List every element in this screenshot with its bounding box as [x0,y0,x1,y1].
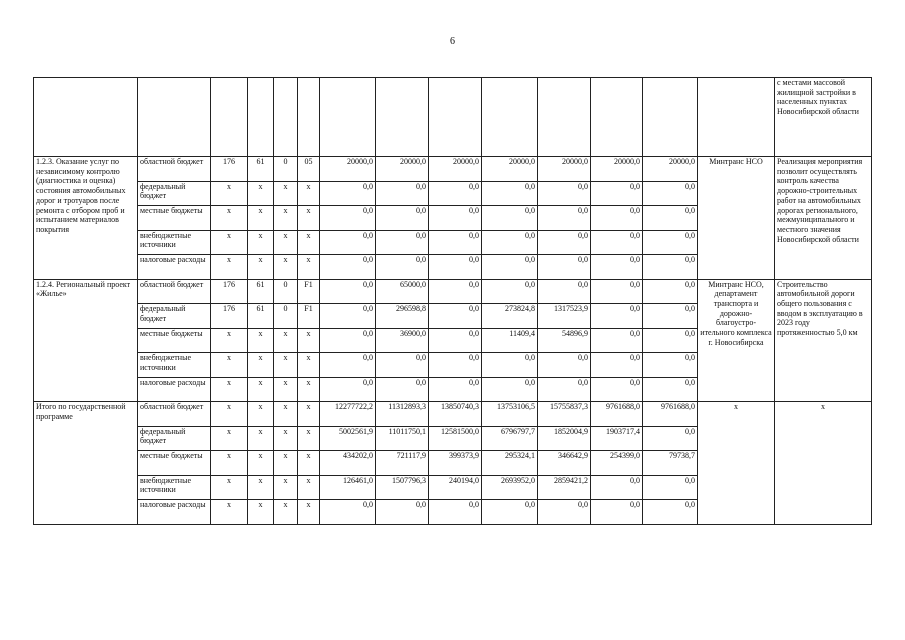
year-value-6: 0,0 [591,181,643,206]
empty-cell [698,78,775,157]
empty-cell [274,78,298,157]
year-value-5: 1317523,9 [538,304,591,329]
year-value-7: 20000,0 [643,157,698,182]
table-row [34,402,872,427]
empty-cell [248,78,274,157]
year-value-7: 0,0 [643,206,698,231]
year-value-6: 20000,0 [591,157,643,182]
budget-code-c4: х [298,377,320,402]
year-value-2: 11312893,3 [376,402,429,427]
executor-cell: Минтранс НСО, департамент транспорта и дорожно-благоустро-ительного комплекса г. Новосибирска [698,279,775,402]
year-value-1: 0,0 [320,181,376,206]
budget-code-c3: х [274,402,298,427]
page-number: 6 [450,36,455,47]
year-value-2: 1507796,3 [376,475,429,500]
budget-code-c3: х [274,377,298,402]
year-value-2: 296598,8 [376,304,429,329]
executor-cell: Минтранс НСО [698,157,775,280]
budget-code-c1: 176 [211,304,248,329]
year-value-5: 346642,9 [538,451,591,476]
budget-code-c4: F1 [298,279,320,304]
year-value-5: 54896,9 [538,328,591,353]
budget-code-c4: х [298,475,320,500]
year-value-3: 12581500,0 [429,426,482,451]
year-value-1: 0,0 [320,230,376,255]
budget-code-c2: х [248,451,274,476]
year-value-1: 434202,0 [320,451,376,476]
year-value-7: 0,0 [643,475,698,500]
funding-source: федеральный бюджет [138,181,211,206]
year-value-6: 0,0 [591,500,643,525]
empty-cell [138,78,211,157]
year-value-5: 2859421,2 [538,475,591,500]
year-value-3: 0,0 [429,500,482,525]
budget-code-c2: 61 [248,157,274,182]
year-value-1: 0,0 [320,500,376,525]
program-item-name: 1.2.4. Региональный проект «Жилье» [34,279,138,402]
empty-cell [591,78,643,157]
year-value-6: 0,0 [591,230,643,255]
year-value-3: 20000,0 [429,157,482,182]
budget-code-c3: 0 [274,279,298,304]
year-value-5: 0,0 [538,206,591,231]
budget-code-c4: х [298,255,320,280]
year-value-5: 0,0 [538,230,591,255]
budget-code-c2: х [248,328,274,353]
funding-source: местные бюджеты [138,451,211,476]
budget-code-c3: х [274,451,298,476]
year-value-7: 0,0 [643,353,698,378]
year-value-4: 0,0 [482,353,538,378]
budget-code-c3: х [274,230,298,255]
year-value-2: 65000,0 [376,279,429,304]
budget-code-c1: х [211,328,248,353]
budget-code-c2: 61 [248,304,274,329]
budget-code-c3: х [274,353,298,378]
result-cell: Строительство автомобильной дороги общего пользования с вводом в эксплуатацию в 2023 году протяженностью 5,0 км [775,279,872,402]
budget-code-c3: х [274,475,298,500]
table-row [34,279,872,304]
year-value-6: 1903717,4 [591,426,643,451]
budget-code-c4: х [298,402,320,427]
funding-source: областной бюджет [138,279,211,304]
year-value-7: 9761688,0 [643,402,698,427]
empty-cell [538,78,591,157]
funding-source: федеральный бюджет [138,304,211,329]
budget-code-c2: х [248,377,274,402]
funding-source: местные бюджеты [138,206,211,231]
budget-code-c2: х [248,181,274,206]
year-value-1: 0,0 [320,279,376,304]
empty-cell [34,78,138,157]
year-value-4: 0,0 [482,206,538,231]
year-value-4: 11409,4 [482,328,538,353]
budget-code-c2: х [248,230,274,255]
year-value-3: 0,0 [429,255,482,280]
year-value-7: 79738,7 [643,451,698,476]
budget-code-c1: х [211,255,248,280]
year-value-4: 20000,0 [482,157,538,182]
year-value-1: 0,0 [320,328,376,353]
budget-code-c2: х [248,402,274,427]
budget-code-c4: F1 [298,304,320,329]
budget-code-c2: х [248,475,274,500]
continuation-row [34,78,872,157]
budget-code-c2: х [248,353,274,378]
funding-source: налоговые расходы [138,255,211,280]
year-value-2: 721117,9 [376,451,429,476]
funding-source: областной бюджет [138,402,211,427]
year-value-3: 0,0 [429,279,482,304]
year-value-4: 0,0 [482,181,538,206]
funding-source: налоговые расходы [138,500,211,525]
year-value-7: 0,0 [643,500,698,525]
budget-code-c3: х [274,206,298,231]
year-value-5: 0,0 [538,181,591,206]
year-value-3: 240194,0 [429,475,482,500]
year-value-3: 0,0 [429,230,482,255]
program-item-name: 1.2.3. Оказание услуг по независимому контролю (диагностика и оценка) состояния автомобильных дорог и тротуаров после ремонта с отбором проб и испытанием материалов покрытия [34,157,138,280]
budget-code-c4: х [298,500,320,525]
year-value-3: 399373,9 [429,451,482,476]
year-value-1: 12277722,2 [320,402,376,427]
year-value-2: 0,0 [376,500,429,525]
table-row [34,157,872,182]
year-value-1: 0,0 [320,206,376,231]
year-value-6: 0,0 [591,475,643,500]
funding-source: внебюджетные источники [138,475,211,500]
year-value-4: 295324,1 [482,451,538,476]
budget-code-c1: х [211,353,248,378]
year-value-6: 9761688,0 [591,402,643,427]
year-value-7: 0,0 [643,304,698,329]
year-value-2: 0,0 [376,181,429,206]
year-value-1: 0,0 [320,255,376,280]
empty-cell [320,78,376,157]
funding-source: налоговые расходы [138,377,211,402]
year-value-6: 0,0 [591,206,643,231]
year-value-5: 0,0 [538,255,591,280]
program-item-name: Итого по государственной программе [34,402,138,525]
year-value-4: 0,0 [482,500,538,525]
budget-code-c1: х [211,500,248,525]
year-value-3: 0,0 [429,181,482,206]
empty-cell [429,78,482,157]
year-value-5: 0,0 [538,500,591,525]
budget-code-c3: 0 [274,157,298,182]
budget-code-c1: х [211,206,248,231]
budget-code-c4: х [298,451,320,476]
budget-code-c4: х [298,230,320,255]
budget-code-c2: х [248,206,274,231]
budget-code-c4: х [298,426,320,451]
year-value-1: 0,0 [320,304,376,329]
budget-code-c4: х [298,206,320,231]
budget-code-c3: 0 [274,304,298,329]
executor-cell: х [698,402,775,525]
budget-code-c1: 176 [211,279,248,304]
budget-code-c3: х [274,500,298,525]
year-value-3: 0,0 [429,304,482,329]
year-value-2: 0,0 [376,353,429,378]
year-value-7: 0,0 [643,255,698,280]
budget-code-c4: 05 [298,157,320,182]
result-cell: х [775,402,872,525]
year-value-3: 0,0 [429,206,482,231]
year-value-5: 0,0 [538,377,591,402]
budget-code-c3: х [274,181,298,206]
year-value-6: 0,0 [591,377,643,402]
year-value-7: 0,0 [643,181,698,206]
year-value-3: 13850740,3 [429,402,482,427]
program-financing-table [33,77,872,525]
empty-cell [643,78,698,157]
funding-source: внебюджетные источники [138,230,211,255]
empty-cell [482,78,538,157]
year-value-4: 13753106,5 [482,402,538,427]
year-value-4: 6796797,7 [482,426,538,451]
budget-code-c3: х [274,255,298,280]
budget-code-c1: х [211,426,248,451]
year-value-4: 0,0 [482,377,538,402]
year-value-6: 0,0 [591,304,643,329]
year-value-5: 1852004,9 [538,426,591,451]
funding-source: областной бюджет [138,157,211,182]
budget-code-c4: х [298,181,320,206]
budget-code-c2: 61 [248,279,274,304]
budget-code-c1: х [211,377,248,402]
year-value-6: 0,0 [591,279,643,304]
year-value-3: 0,0 [429,328,482,353]
year-value-6: 0,0 [591,328,643,353]
year-value-4: 0,0 [482,230,538,255]
budget-code-c1: х [211,181,248,206]
year-value-1: 0,0 [320,353,376,378]
year-value-2: 20000,0 [376,157,429,182]
funding-source: федеральный бюджет [138,426,211,451]
year-value-7: 0,0 [643,426,698,451]
year-value-1: 126461,0 [320,475,376,500]
year-value-4: 0,0 [482,255,538,280]
year-value-4: 2693952,0 [482,475,538,500]
budget-code-c2: х [248,426,274,451]
budget-code-c4: х [298,328,320,353]
budget-code-c1: х [211,451,248,476]
year-value-5: 0,0 [538,353,591,378]
budget-code-c3: х [274,426,298,451]
year-value-7: 0,0 [643,377,698,402]
year-value-2: 0,0 [376,377,429,402]
year-value-7: 0,0 [643,279,698,304]
budget-code-c1: х [211,230,248,255]
year-value-1: 5002561,9 [320,426,376,451]
year-value-5: 15755837,3 [538,402,591,427]
year-value-2: 0,0 [376,206,429,231]
year-value-1: 20000,0 [320,157,376,182]
year-value-2: 11011750,1 [376,426,429,451]
budget-code-c1: х [211,402,248,427]
budget-code-c1: х [211,475,248,500]
year-value-2: 0,0 [376,255,429,280]
result-cell: Реализация мероприятия позволит осуществлять контроль качества дорожно-строительных работ на автомобильных дорогах регионального, межмуниципального и местного значения Новосибирской области [775,157,872,280]
year-value-2: 36900,0 [376,328,429,353]
empty-cell [376,78,429,157]
year-value-4: 0,0 [482,279,538,304]
empty-cell [298,78,320,157]
year-value-6: 0,0 [591,353,643,378]
year-value-5: 0,0 [538,279,591,304]
year-value-6: 0,0 [591,255,643,280]
year-value-7: 0,0 [643,230,698,255]
funding-source: внебюджетные источники [138,353,211,378]
year-value-1: 0,0 [320,377,376,402]
budget-code-c1: 176 [211,157,248,182]
year-value-7: 0,0 [643,328,698,353]
year-value-3: 0,0 [429,353,482,378]
budget-code-c3: х [274,328,298,353]
funding-source: местные бюджеты [138,328,211,353]
budget-code-c4: х [298,353,320,378]
empty-cell [211,78,248,157]
year-value-3: 0,0 [429,377,482,402]
budget-code-c2: х [248,500,274,525]
year-value-4: 273824,8 [482,304,538,329]
year-value-2: 0,0 [376,230,429,255]
year-value-6: 254399,0 [591,451,643,476]
result-cell: с местами массовой жилищной застройки в населенных пунктах Новосибирской области [775,78,872,157]
budget-code-c2: х [248,255,274,280]
year-value-5: 20000,0 [538,157,591,182]
